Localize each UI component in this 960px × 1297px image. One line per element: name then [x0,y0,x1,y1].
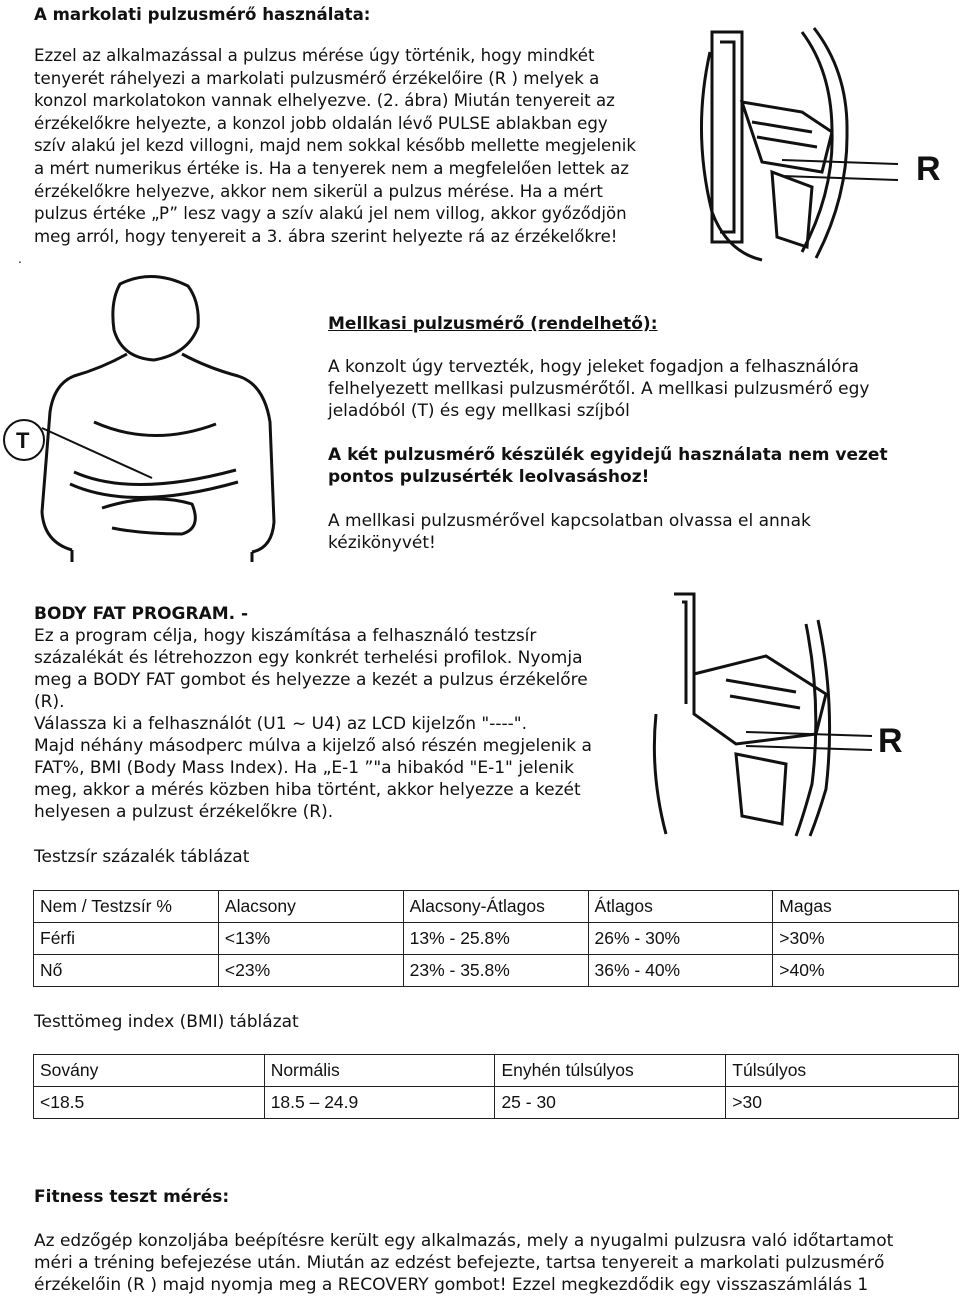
text-line: felhelyezett mellkasi pulzusmérőtől. A mellkasi pulzusmérő egy [328,379,870,399]
handle-pulse-paragraph [34,45,636,248]
table-cell: Nem / Testzsír % [34,891,219,923]
table-cell: Enyhén túlsúlyos [495,1055,726,1087]
text-line: FAT%, BMI (Body Mass Index). Ha „E-1 ”"a hibakód "E-1" jelenik [34,758,574,778]
table-cell: Nő [34,955,219,987]
table-cell: <13% [218,923,403,955]
section-title-chest-strap: Mellkasi pulzusmérő (rendelhető): [328,314,658,334]
text-line: érzékelőkre helyezve, akkor nem sikerül a pulzus mérése. Ha a mért [34,181,603,201]
text-line: Az edzőgép konzoljába beépítésre került egy alkalmazás, mely a nyugalmi pulzusra való időtartamot [34,1231,894,1251]
table-cell: >30% [773,923,959,955]
text-line: méri a tréning befejezése után. Miután az edzést befejezte, tartsa tenyereit a markolati pulzusmérő [34,1253,885,1273]
sensor-label-r: R [878,722,903,760]
text-line: meg a BODY FAT gombot és helyezze a kezét a pulzus érzékelőre [34,670,588,690]
sensor-label-r: R [916,150,941,188]
section-title-handle-pulse: A markolati pulzusmérő használata: [34,5,371,24]
text-line: a mért numerikus értéke is. Ha a tenyerek nem a megfelelően lettek az [34,158,629,178]
chest-strap-figure [2,272,320,562]
transmitter-label-t: T [16,428,30,453]
text-line: Válassza ki a felhasználót (U1 ~ U4) az LCD kijelzőn "----". [34,714,528,734]
table-row [34,1087,959,1119]
handlebar-sensor-figure-bottom [646,584,926,836]
text-line: pontos pulzusérték leolvasáshoz! [328,467,650,487]
text-line: szív alakú jel kezd villogni, majd nem sokkal később mellette megjelenik [34,136,637,156]
text-line: konzol markolatokon vannak elhelyezve. (2. ábra) Miután tenyereit az [34,91,615,111]
text-line: jeladóból (T) és egy mellkasi szíjból [328,401,630,421]
bmi-table-caption: Testtömeg index (BMI) táblázat [34,1012,299,1032]
table-cell: Normális [264,1055,495,1087]
text-line: meg, akkor a mérés közben hiba történt, akkor helyezze a kezét [34,780,581,800]
body-fat-table-caption: Testzsír százalék táblázat [34,847,250,867]
table-cell: <18.5 [34,1087,265,1119]
text-line: kézikönyvét! [328,533,436,553]
text-line: A két pulzusmérő készülék egyidejű használata nem vezet [328,445,888,465]
body-fat-table [33,890,959,987]
text-line: érzékelőkre helyezte, a konzol jobb oldalán lévő PULSE ablakban egy [34,113,608,133]
table-cell: 18.5 – 24.9 [264,1087,495,1119]
table-cell: Magas [773,891,959,923]
table-row [34,955,959,987]
table-cell: 25 - 30 [495,1087,726,1119]
text-line: helyesen a pulzust érzékelőkre (R). [34,802,334,822]
text-line: (R). [34,692,65,712]
text-line: pulzus értéke „P” lesz vagy a szív alakú jel nem villog, akkor győződjön [34,204,627,224]
table-cell: Alacsony-Átlagos [403,891,588,923]
table-cell: 26% - 30% [588,923,773,955]
stray-dot: . [18,252,22,266]
table-cell: Alacsony [218,891,403,923]
table-cell: >40% [773,955,959,987]
table-cell: 13% - 25.8% [403,923,588,955]
text-line: tenyerét ráhelyezi a markolati pulzusmérő érzékelőire (R ) melyek a [34,68,600,88]
table-cell: 23% - 35.8% [403,955,588,987]
text-line: érzékelőin (R ) majd nyomja meg a RECOVERY gombot! Ezzel megkezdődik egy visszaszámlálás 1 [34,1275,869,1295]
table-cell: <23% [218,955,403,987]
table-cell: Átlagos [588,891,773,923]
table-cell: Férfi [34,923,219,955]
section-title-fitness-test: Fitness teszt mérés: [34,1187,230,1207]
table-cell: >30 [726,1087,959,1119]
table-row [34,891,959,923]
text-line: A mellkasi pulzusmérővel kapcsolatban olvassa el annak [328,511,811,531]
fitness-test-paragraph [34,1230,893,1296]
chest-strap-warning [328,444,888,488]
table-row [34,923,959,955]
text-line: Majd néhány másodperc múlva a kijelző alsó részén megjelenik a [34,736,592,756]
text-line: Ezzel az alkalmazással a pulzus mérése úgy történik, hogy mindkét [34,46,595,65]
table-row [34,1055,959,1087]
chest-strap-manual-note [328,510,811,554]
handlebar-sensor-figure-top [682,12,952,264]
table-cell: 36% - 40% [588,955,773,987]
text-line: A konzolt úgy tervezték, hogy jeleket fogadjon a felhasználóra [328,357,859,377]
text-line: meg arról, hogy tenyereit a 3. ábra szerint helyezte rá az érzékelőkre! [34,226,618,246]
table-cell: Túlsúlyos [726,1055,959,1087]
section-title-body-fat: BODY FAT PROGRAM. - [34,604,249,624]
text-line: százalékát és létrehozzon egy konkrét terhelési profilok. Nyomja [34,648,583,668]
table-cell: Sovány [34,1055,265,1087]
chest-strap-paragraph [328,356,869,422]
body-fat-paragraph [34,625,592,823]
text-line: Ez a program célja, hogy kiszámítása a felhasználó testzsír [34,626,537,646]
bmi-table [33,1054,959,1119]
